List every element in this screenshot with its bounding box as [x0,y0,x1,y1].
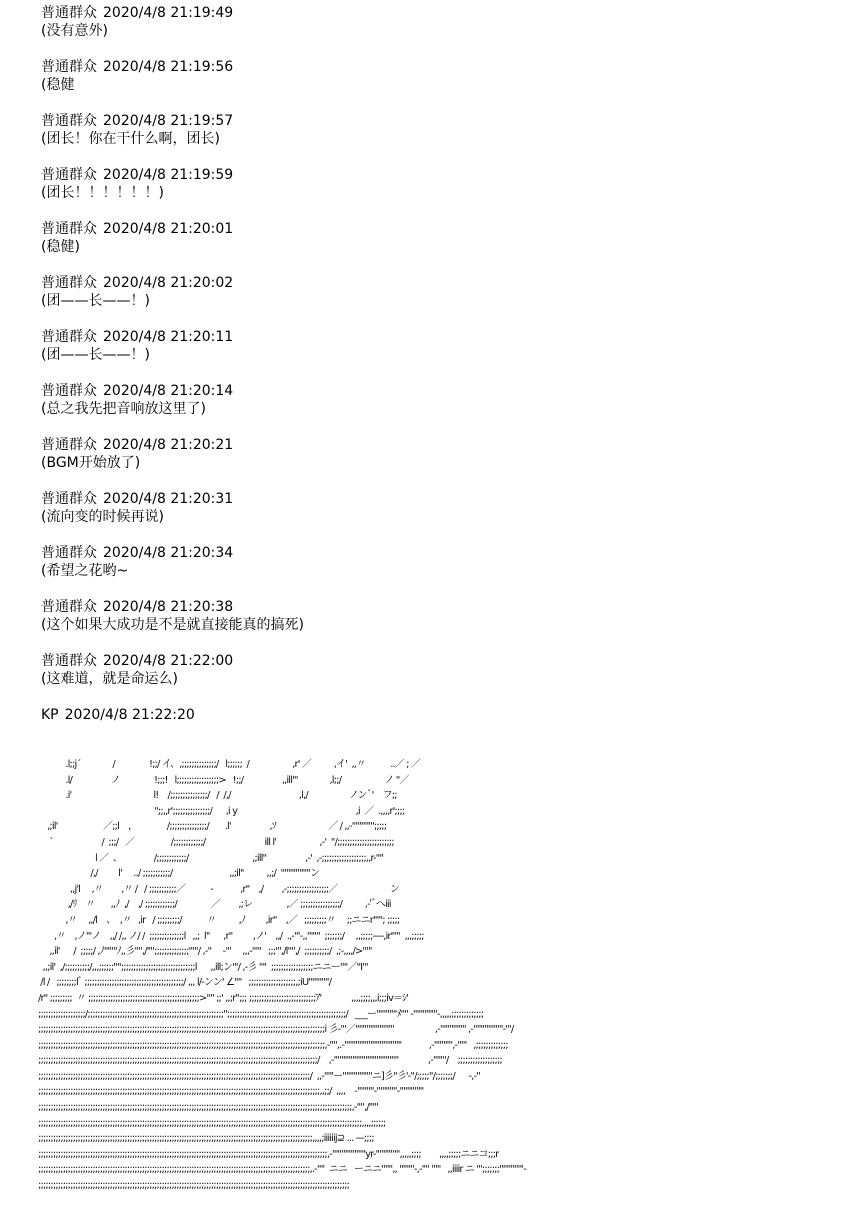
message-sender: 普通群众 [41,221,97,237]
chat-message [41,544,841,580]
message-sender: 普通群众 [41,59,97,75]
message-timestamp: 2020/4/8 21:20:02 [103,275,234,291]
message-header [41,58,841,76]
message-header [41,328,841,346]
chat-message [41,112,841,148]
message-header [41,4,841,22]
chat-log [41,4,841,742]
message-text: (这个如果大成功是不是就直接能真的搞死) [41,617,304,633]
message-header [41,652,841,670]
chat-message [41,166,841,202]
message-header [41,544,841,562]
message-sender: 普通群众 [41,599,97,615]
message-timestamp: 2020/4/8 21:20:11 [103,329,234,345]
chat-message [41,706,841,724]
ascii-art-image: .l;;j´ / !;;/ イ、,;;;;;;;;;;;;;;/ l;;;;;; / ,r' ／ ,イ' ,,〃 ..／ ; ／ .l/ ノ !;;;! l;;;;;;;;;;;;;;;;;> !;;/ ,,ill''' ,l;;/ ノ ''／ .i' l! /;;;;;;;;;;;;;;;/ / /,/ ,l,/ ノンﾞ' フ;; '';;,,r';;;;;;;;;;;;;;;/ ,i y ,i ／ .,,,,r';;;; ,;il' ／;;l , /;;;;;;;;;;;;;;;/ .l' ,ｿ ／ / ,,-'''''''''''';;;;; ` / ;;;/ ／ /;;;;;;;;;;;;/ ill l' ,-' ''/;;;;;;;;;;;;;;;;;;;;;;; l ／ 、 /;;;;;;;;;;;;/ ,;ill'' ,-' ,-;;;;;;;;;;;;;;;;;;,,r-'''' /,/ l' ../ ;;;;;;;;;;;/ ,,;il'' ,,;/ ''''''''''''''''ン ,,j'l ,〃 ,〃 / / ;;;;;;;;;;;／ - ,r'' ,/ ,-;;;;;;;;;;;;;;;;;／ ン ,/ﾘ 〃 ,,ﾉ ,/ ,/ ;;;;;;;;;;;;/ ／ ,;レ ,／ ;;;;;;;;;;;;;;;;/ ,-'ﾞへiii ,〃 ,,/l 、 ,〃 ,ir / ;;;;;;;;;/ 〃 ,ﾉ ,ir'' ,／ ;;;;;;;;;〃 ;;ニニr'''''; ;;;;; ,〃 ,ノ'''ノ ,,/ /,, ノ/ / ;;;;;;;;;;;;;;l ,,; l'' ,r'' ,ノ' ,,/ .,-'''-,,''''''' ;;;;;;;/ ,,;;;;;----,ir''''' ,,,;;;;; ,,il' / ;;;;;/ ,ﾉ'''''''ﾉ,,彡'''',/'''';;;;;;;;;;;;;;'''''/ ,-'' -''' ,,,-''''' ;;;''',/l'''',/ ;;;;;;;;;;/ ,;-,,,,/>''''' ,,;il' ,/;;;;;;;;;;/,,,;;;;;;'''';;;;;;;;;;;;;;;;;;;;;;;;;;;;;;l ,,ill;ン'''/ ,-彡 '''' ;;;;;;;;;;;;;;;;;ニニー''''／''I''' /l / ;;;;;;;;lﾞ ;;;;;;;;;;;;;;;;;;;;;;;;;;;;;;;;;;;;;;;;/ ,,, l/-ンン' ∠'''' ;;;;;;;;;;;;;;;;;;;,;iU'''''''''''/ /r'' ;;;;;;;;; 〃 ;;;;;;;;;;;;;;;;;;;;;;;;;;;;;;;;;;;;;;;;;;;;;>'''' ;;' ,,;r'';;; ;;;;;;;;;;;;;;;;;;;;;;;;;;;ｱ' ,,,,;;;;,,,i;;;iv＝ｼ' ;;;;;;;;;;;;;;;;;;;/;;;;;;;;;;;;;;;;;;;;;;;;;;;;;;;;;;;;;;;;;;;;;;;;;;;;;;;'';;;;;;;;;;;;;;;;;;;;;;;;;;;;;;;;;;;;;;;;;;;;;;;;/ ___ー'''''''''''ﾒ'''' -'''''''''''''-,,,,,;;;;;;;;;;;;; ;;;;;;;;;;;;;;;;;;;;;;;;;;;;;;;;;;;;;;;;;;;;;;;;;;;;;;;;;;;;;;;;;;;;;;;;;;;;;;;;;;;;;;;;;;;;;;;;;;;;;;;;;;;;;;;;;;;;i 彡-'''／''''''''''''''''''''' ,-'''''''''''''' ,-''''''''''''''''-'''/ ;;;;;;;;;;;;;;;;;;;;;;;;;;;;;;;;;;;;;;;;;;;;;;;;;;;;;;;;;;;;;;;;;;;;;;;;;;;;;;;;;;;;;;;;;;;;;;;;;;;;;;;;;;;;;;;;;;;;,-'''',.-''''''''''''''''''''''''''''''' ,-'''''''''',-''''' ,;;;;;;;;;;;;; ;;;;;;;;;;;;;;;;;;;;;;;;;;;;;;;;;;;;;;;;;;;;;;;;;;;;;;;;;;;;;;;;;;;;;;;;;;;;;;;;;;;;;;;;;;;;;;;;;;;;;;;;;;;;;;;;;/ ,-''''''''''''''''''''''''''''''''''' ,-'''''''/ ;;;;;;;;;;;;;;;;;; ;;;;;;;;;;;;;;;;;;;;;;;;;;;;;;;;;;;;;;;;;;;;;;;;;;;;;;;;;;;;;;;;;;;;;;;;;;;;;;;;;;;;;;;;;;;;;;;;;;;;;;;;;;;;;;/ ,,-'''''ー''''''''''''''''ニ]彡''彡'-''/;;;;;''/;;;;;;;/ -,-'' ;;;;;;;;;;;;;;;;;;;;;;;;;;;;;;;;;;;;;;;;;;;;;;;;;;;;;;;;;;;;;;;;;;;;;;;;;;;;;;;;;;;;;;;;;;;;;;;;;;;;;;;;;;;;;;;;;;,,;;/ ,,,, -'''''''''-'''''''''''-''''''''''''' ;;;;;;;;;;;;;;;;;;;;;;;;;;;;;;;;;;;;;;;;;;;;;;;;;;;;;;;;;;;;;;;;;;;;;;;;;;;;;;;;;;;;;;;;;;;;;;;;;;;;;;;;;;;;;;;;;;;;;;;;;;;;;;;,-'''',/''''' ;;;;;;;;;;;;;;;;;;;;;;;;;;;;;;;;;;;;;;;;;;;;;;;;;;;;;;;;;;;;;;;;;;;;;;;;;;;;;;;;;;;;;;;;;;;;;;;;;;;;;;;;;;;;;;;;;;;;;;;;;;;;;;;;;;;,,,,;;;;;; ;;;;;;;;;;;;;;;;;;;;;;;;;;;;;;;;;;;;;;;;;;;;;;;;;;;;;;;;;;;;;;;;;;;;;;;;;;;;;;;;;;;;;;;;;;;;;;;;;;;;;;;;;;;;;;;,,,,;iiiiiij⊇ ... ---;;;; ;;;;;;;;;;;;;;;;;;;;;;;;;;;;;;;;;;;;;;;;;;;;;;;;;;;;;;;;;;;;;;;;;;;;;;;;;;;;;;;;;;;;;;;;;;;;;;;;;;;;;;;;;;;;;;;;;;;;;,-''''''''''''''''''yr-''''''''''''',,,,,;;;; ,,,,;;;;;ニニコ;;;r ;;;;;;;;;;;;;;;;;;;;;;;;;;;;;;;;;;;;;;;;;;;;;;;;;;;;;;;;;;;;;;;;;;;;;;;;;;;;;;;;;;;;;;;;;;;;;;;;;;;;;;;;;;;;;;,.-'''' ニニ ーニニ'''''',, ''''''''-,-'''' ''''' ,,iiiir ニ ''';;;;;;;'''''''''''''- ;;;;;;;;;;;;;;;;;;;;;;;;;;;;;;;;;;;;;;;;;;;;;;;;;;;;;;;;;;;;;;;;;;;;;;;;;;;;;;;;;;;;;;;;;;;;;;;;;;;;;;;;;;;;;;;;;;;;;;;;;;;;;; [38,759,526,1192]
message-timestamp: 2020/4/8 21:19:59 [103,167,234,183]
message-sender: 普通群众 [41,383,97,399]
chat-message [41,220,841,256]
message-text: (团——长——！) [41,347,150,363]
message-header [41,112,841,130]
message-text: (团长！你在干什么啊，团长) [41,131,220,147]
message-timestamp: 2020/4/8 21:22:20 [64,707,195,723]
message-text: (希望之花哟~ [41,563,129,579]
message-sender: 普通群众 [41,275,97,291]
message-header [41,490,841,508]
message-text: (稳健) [41,239,80,255]
chat-message [41,598,841,634]
message-timestamp: 2020/4/8 21:19:49 [103,5,234,21]
message-timestamp: 2020/4/8 21:20:14 [103,383,234,399]
message-header [41,166,841,184]
message-header [41,220,841,238]
message-timestamp: 2020/4/8 21:20:31 [103,491,234,507]
message-header [41,706,841,724]
chat-message [41,328,841,364]
message-header [41,436,841,454]
chat-message [41,436,841,472]
message-text: (总之我先把音响放这里了) [41,401,206,417]
message-text: (团长！！！！！！) [41,185,164,201]
message-timestamp: 2020/4/8 21:20:34 [103,545,234,561]
message-text: (流向变的时候再说) [41,509,164,525]
message-timestamp: 2020/4/8 21:19:57 [103,113,234,129]
message-header [41,274,841,292]
message-text: (团——长——！) [41,293,150,309]
message-sender: 普通群众 [41,653,97,669]
message-text: (稳健 [41,77,75,93]
message-sender: 普通群众 [41,329,97,345]
message-text: (没有意外) [41,23,108,39]
message-timestamp: 2020/4/8 21:22:00 [103,653,234,669]
chat-message [41,652,841,688]
message-text: (BGM开始放了) [41,455,141,471]
chat-message [41,382,841,418]
message-sender: 普通群众 [41,167,97,183]
message-timestamp: 2020/4/8 21:19:56 [103,59,234,75]
message-sender: 普通群众 [41,491,97,507]
message-timestamp: 2020/4/8 21:20:01 [103,221,234,237]
message-header [41,598,841,616]
message-text: (这难道，就是命运么) [41,671,178,687]
chat-message [41,274,841,310]
message-sender: 普通群众 [41,545,97,561]
message-sender: 普通群众 [41,437,97,453]
message-header [41,382,841,400]
message-sender: 普通群众 [41,5,97,21]
chat-message [41,4,841,40]
message-timestamp: 2020/4/8 21:20:21 [103,437,234,453]
chat-message [41,58,841,94]
chat-message [41,490,841,526]
message-sender: KP [41,707,59,723]
message-sender: 普通群众 [41,113,97,129]
message-timestamp: 2020/4/8 21:20:38 [103,599,234,615]
